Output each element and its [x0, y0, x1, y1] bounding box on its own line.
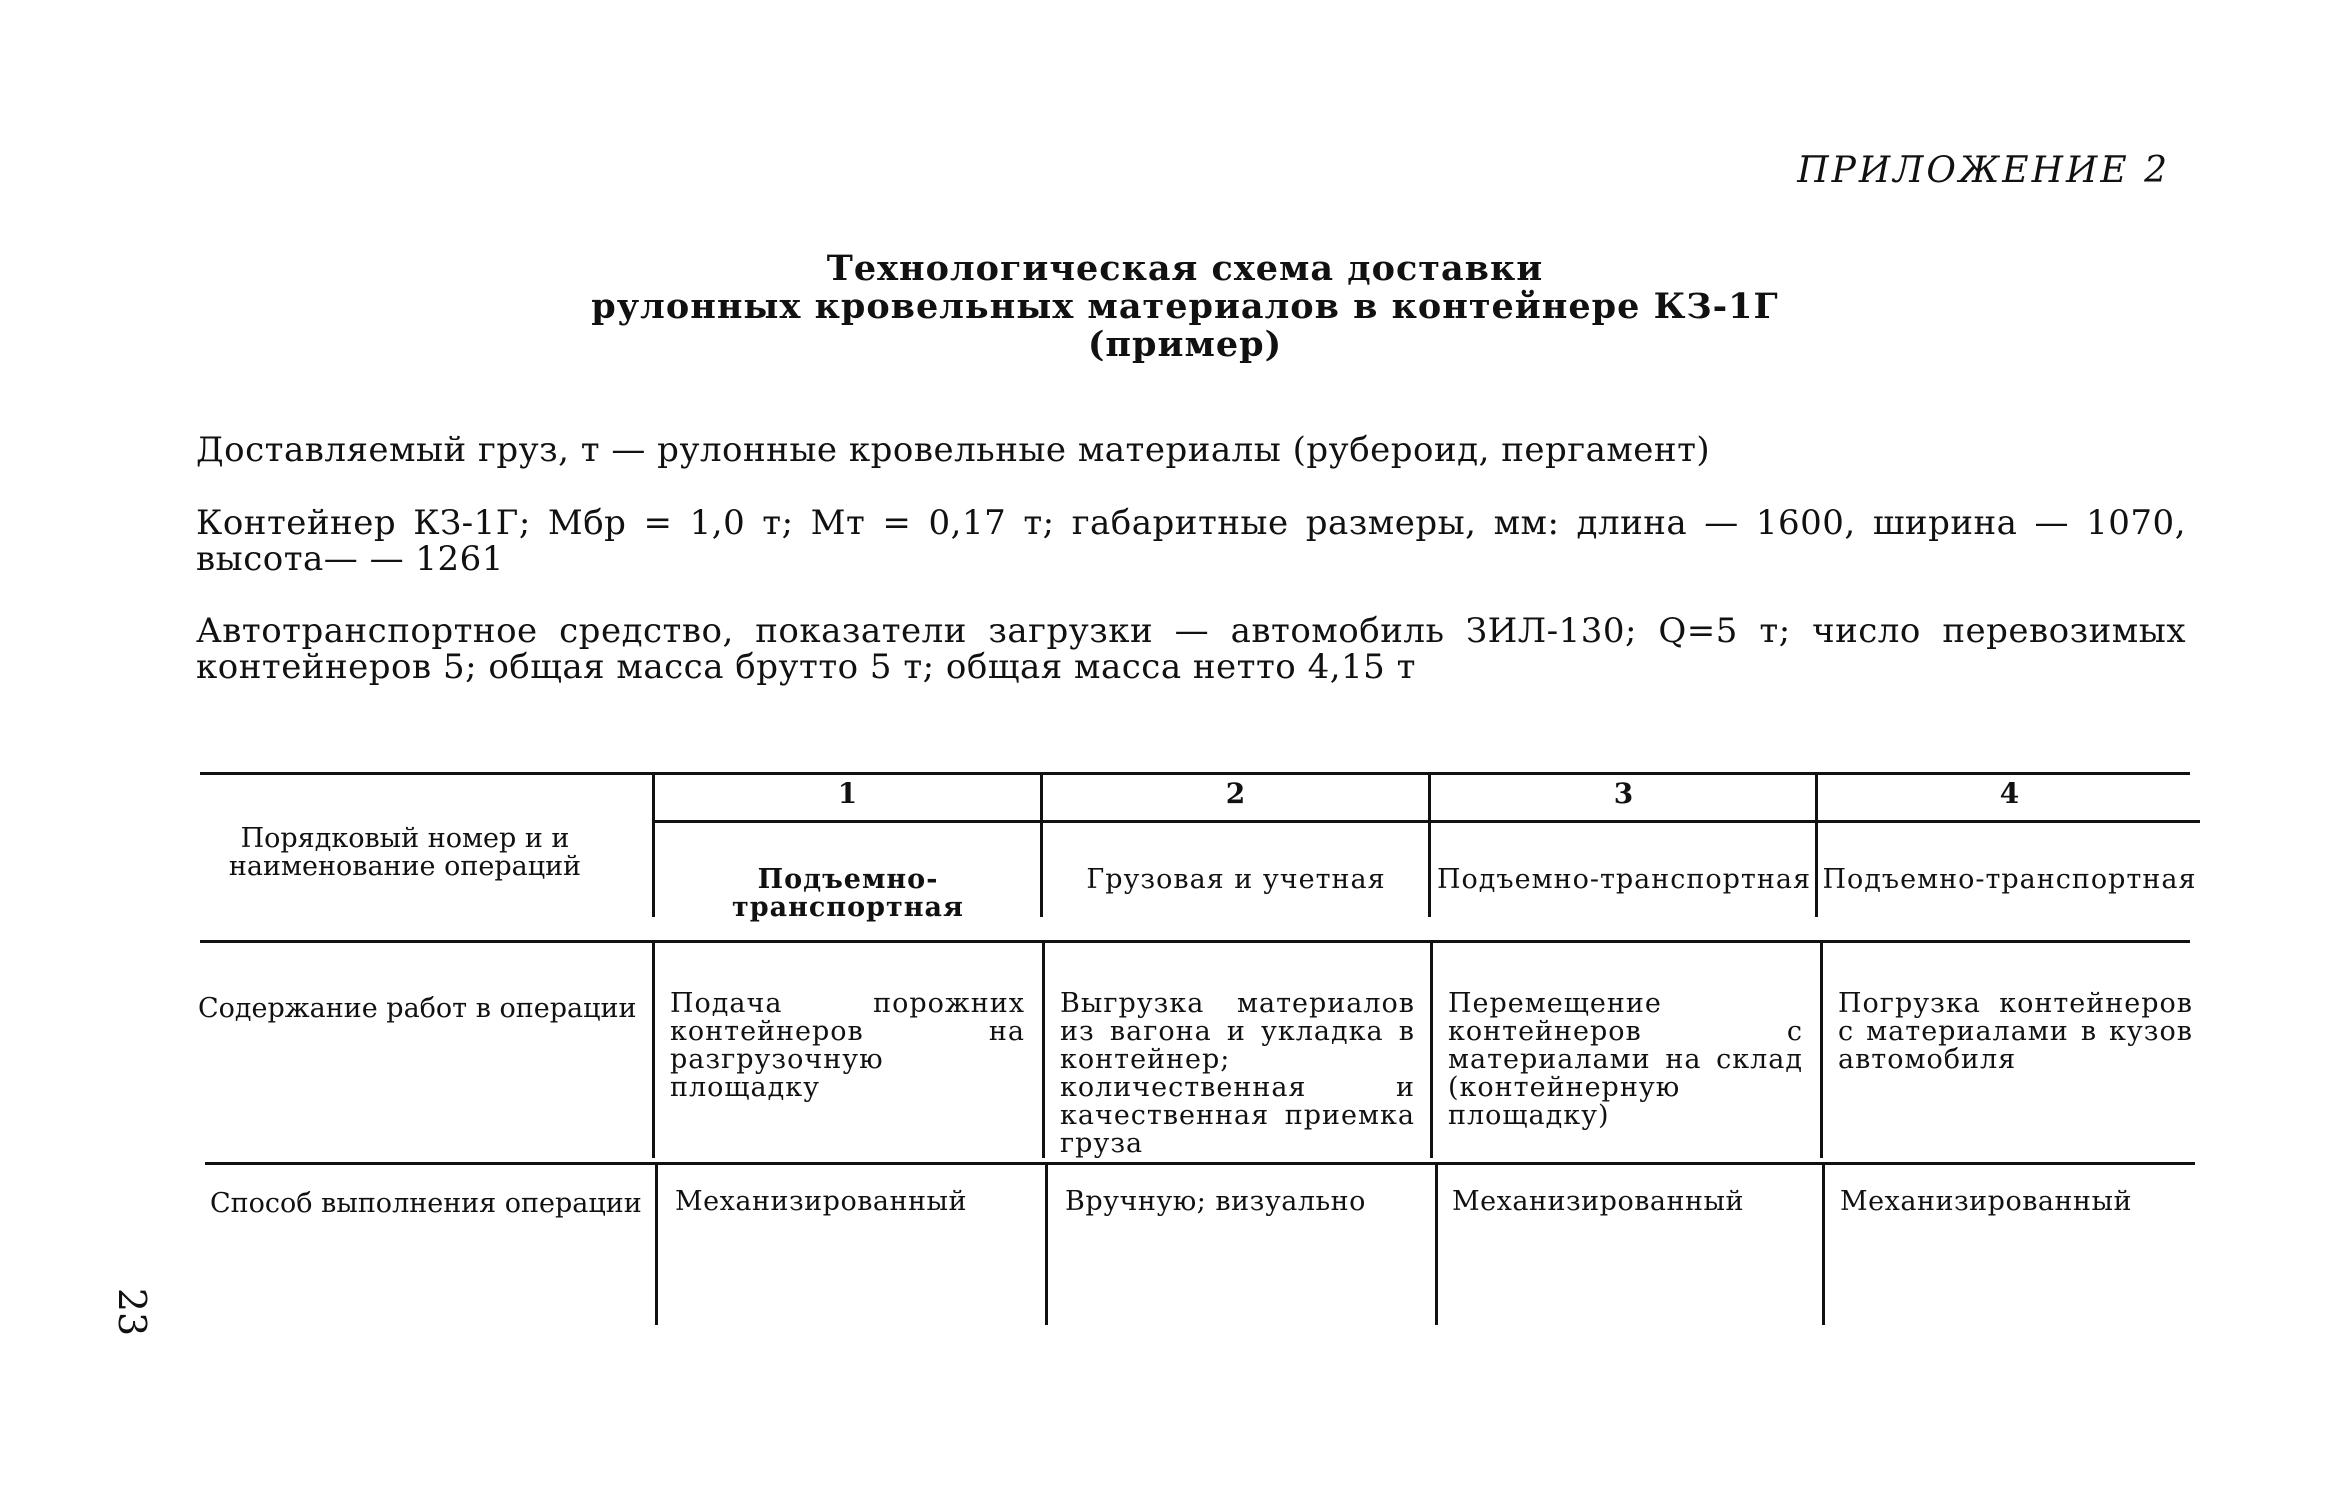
table-col-rule-4 — [1815, 775, 1818, 917]
table-col-rule-2b — [1042, 943, 1045, 1158]
table-col-rule-4c — [1822, 1165, 1825, 1325]
container-paragraph: Контейнер КЗ-1Г; Мбр = 1,0 т; Мт = 0,17 т; габаритные размеры, мм: длина — 1600, ширина — 1070, высота— — 1261 — [196, 503, 2186, 579]
cargo-paragraph: Доставляемый груз, т — рулонные кровельные материалы (рубероид, пергамент) — [196, 430, 1711, 470]
col-name-3: Подъемно-транспортная — [1437, 864, 1811, 895]
col-number-4: 4 — [1999, 777, 2020, 810]
table-col-rule-1 — [652, 775, 655, 917]
col-method-2: Вручную; визуально — [1065, 1186, 1366, 1217]
col-name-1: Подъемно-транспортная — [732, 864, 964, 923]
col-method-1: Механизированный — [675, 1186, 967, 1217]
table-col-rule-3b — [1430, 943, 1433, 1158]
table-col-rule-4b — [1820, 943, 1823, 1158]
document-title — [560, 250, 1810, 364]
title-line-2: рулонных кровельных материалов в контейнере КЗ-1Г — [591, 286, 1779, 327]
col-number-2: 2 — [1225, 777, 1246, 810]
title-line-1: Технологическая схема доставки — [826, 248, 1544, 289]
title-line-3: (пример) — [1087, 324, 1283, 365]
table-col-rule-1c — [655, 1165, 658, 1325]
table-col-rule-2c — [1045, 1165, 1048, 1325]
col-name-2: Грузовая и учетная — [1086, 864, 1386, 895]
table-row-rule-2 — [205, 1162, 2195, 1165]
col-method-4: Механизированный — [1840, 1186, 2132, 1217]
col-name-4: Подъемно-транспортная — [1822, 864, 2197, 895]
col-number-1: 1 — [837, 777, 858, 810]
vehicle-paragraph: Автотранспортное средство, показатели загрузки — автомобиль ЗИЛ-130; Q=5 т; число перевозимых контейнеров 5; общая масса брутто 5 т; общая масса нетто 4,15 т — [196, 611, 2186, 687]
row-label-content: Содержание работ в операции — [198, 993, 637, 1024]
col-content-3: Перемещение контейнеров с материалами на склад (контейнерную площадку) — [1448, 988, 1803, 1131]
row-label-operation: Порядковый номер и и наименование операций — [228, 823, 582, 882]
col-content-1: Подача порожних контейнеров на разгрузочную площадку — [670, 988, 1025, 1103]
page-number: 23 — [110, 1287, 155, 1337]
col-content-2: Выгрузка материалов из вагона и укладка в контейнер; количественная и качественная приемка груза — [1060, 988, 1415, 1159]
appendix-label: ПРИЛОЖЕНИЕ 2 — [1797, 150, 2170, 191]
col-content-4: Погрузка контейнеров с материалами в кузов автомобиля — [1838, 988, 2193, 1075]
table-top-rule — [200, 772, 2190, 775]
table-row-rule-1 — [200, 940, 2190, 943]
col-method-3: Механизированный — [1452, 1186, 1744, 1217]
table-col-rule-3 — [1428, 775, 1431, 917]
table-col-rule-3c — [1435, 1165, 1438, 1325]
table-col-rule-2 — [1040, 775, 1043, 917]
table-col-rule-1b — [652, 943, 655, 1158]
row-label-method: Способ выполнения операции — [210, 1188, 642, 1219]
col-number-3: 3 — [1613, 777, 1634, 810]
